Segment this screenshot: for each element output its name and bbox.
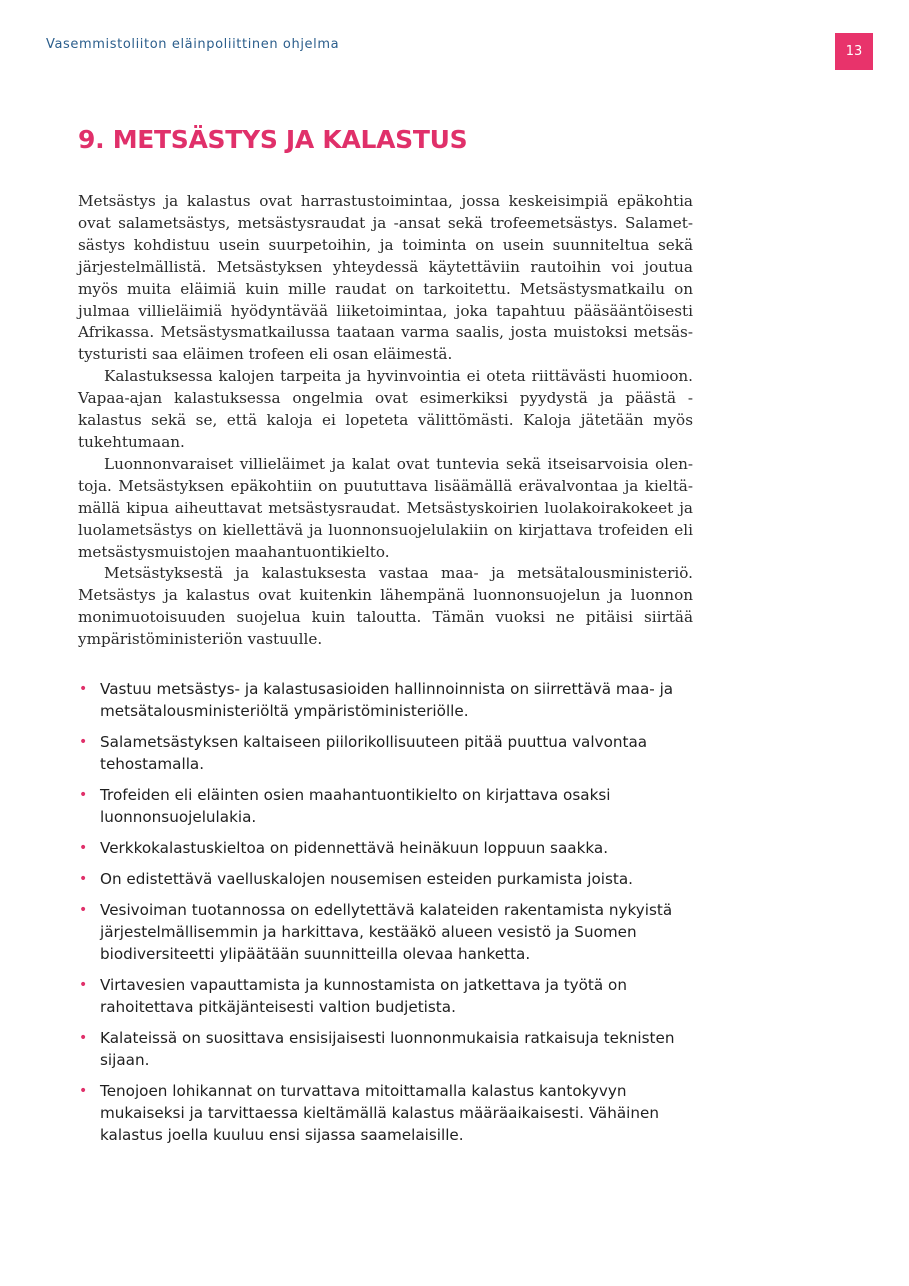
bullet-icon: • [79, 871, 88, 887]
list-item [78, 731, 698, 775]
list-item-text: On edistettävä vaelluskalojen nousemisen esteiden purkamista joista. [100, 870, 633, 888]
list-item-text: Verkkokalastuskieltoa on pidennettävä heinäkuun loppuun saakka. [100, 839, 609, 857]
paragraph: Metsästys ja kalastus ovat harrastustoimintaa, jossa keskeisimpiä epäkohtia ovat salametsästys, metsästysraudat ja -ansat sekä trofeemetsästys. Salametsästys kohdistuu usein suurpetoihin, ja toiminta on usein suunniteltua sekä järjestelmällistä. Metsästyksen yhteydessä käytettäviin rautoihin voi joutua myös muita eläimiä kuin mille raudat on tarkoitettu. Metsästysmatkailu on julmaa villieläimiä hyödyntävää liiketoimintaa, joka tapahtuu pääsääntöisesti Afrikassa. Metsästysmatkailussa taataan varma saalis, josta muistoksi metsästysturisti saa eläimen trofeen eli osan eläimestä. [78, 192, 693, 364]
paragraph: Kalastuksessa kalojen tarpeita ja hyvinvointia ei oteta riittävästi huomioon. Vapaa-ajan kalastuksessa ongelmia ovat esimerkiksi pyydystä ja päästä -kalastus sekä se, että kaloja ei lopeteta välittömästi. Kaloja jätetään myös tukehtumaan. [78, 367, 693, 451]
list-item [78, 784, 698, 828]
list-item-text: Tenojoen lohikannat on turvattava mitoittamalla kalastus kantokyvyn mukaiseksi ja tarvittaessa kieltämällä kalastus määräaikaisesti. Vähäinen kalastus joella kuuluu ensi sijassa saamelaisille. [100, 1082, 659, 1144]
bullet-icon: • [79, 787, 88, 803]
paragraph: Metsästyksestä ja kalastuksesta vastaa maa- ja metsätalousministeriö. Metsästys ja kalastus ovat kuitenkin lähempänä luonnonsuojelun ja luonnon monimuotoisuuden suojelua kuin taloutta. Tämän vuoksi ne pitäisi siirtää ympäristöministeriön vastuulle. [78, 564, 693, 649]
list-item-text: Virtavesien vapauttamista ja kunnostamista on jatkettava ja työtä on rahoitettava pitkäjänteisesti valtion budjetista. [100, 976, 627, 1016]
list-item-text: Salametsästyksen kaltaiseen piilorikollisuuteen pitää puuttua valvontaa tehostamalla. [100, 733, 648, 773]
bullet-icon: • [79, 840, 88, 856]
body-text [78, 191, 693, 651]
list-item [78, 974, 698, 1018]
bullet-icon: • [79, 977, 88, 993]
bullet-icon: • [79, 1083, 88, 1099]
list-item-text: Vastuu metsästys- ja kalastusasioiden hallinnoinnista on siirrettävä maa- ja metsätalousministeriöltä ympäristöministeriölle. [100, 680, 674, 720]
list-item [78, 837, 698, 859]
bullet-icon: • [79, 1030, 88, 1046]
list-item [78, 899, 698, 965]
list-item [78, 1027, 698, 1071]
running-header-title: Vasemmistoliiton eläinpoliittinen ohjelma [46, 37, 340, 52]
recommendation-list [78, 678, 698, 1155]
list-item-text: Trofeiden eli eläinten osien maahantuontikielto on kirjattava osaksi luonnonsuojelulakia. [100, 786, 611, 826]
list-item-text: Vesivoiman tuotannossa on edellytettävä kalateiden rakentamista nykyistä järjestelmällisemmin ja harkittava, kestääkö alueen vesistö ja Suomen biodiversiteetti ylipäätään suunnitteilla olevaa hanketta. [100, 901, 673, 963]
bullet-icon: • [79, 902, 88, 918]
page-number-badge: 13 [835, 33, 873, 70]
section-title: 9. METSÄSTYS JA KALASTUS [78, 125, 468, 154]
paragraph: Luonnonvaraiset villieläimet ja kalat ovat tuntevia sekä itseisarvoisia olentoja. Metsästyksen epäkohtiin on puututtava lisäämällä erävalvontaa ja kieltämällä kipua aiheuttavat metsästysraudat. Metsästyskoirien luolakoirakokeet ja luolametsästys on kiellettävä ja luonnonsuojelulakiin on kirjattava trofeiden eli metsästysmuistojen maahantuontikielto. [78, 454, 693, 561]
list-item [78, 868, 698, 890]
list-item [78, 678, 698, 722]
list-item-text: Kalateissä on suosittava ensisijaisesti luonnonmukaisia ratkaisuja teknisten sijaan. [100, 1029, 675, 1069]
bullet-icon: • [79, 734, 88, 750]
bullet-icon: • [79, 681, 88, 697]
list-item [78, 1080, 698, 1146]
